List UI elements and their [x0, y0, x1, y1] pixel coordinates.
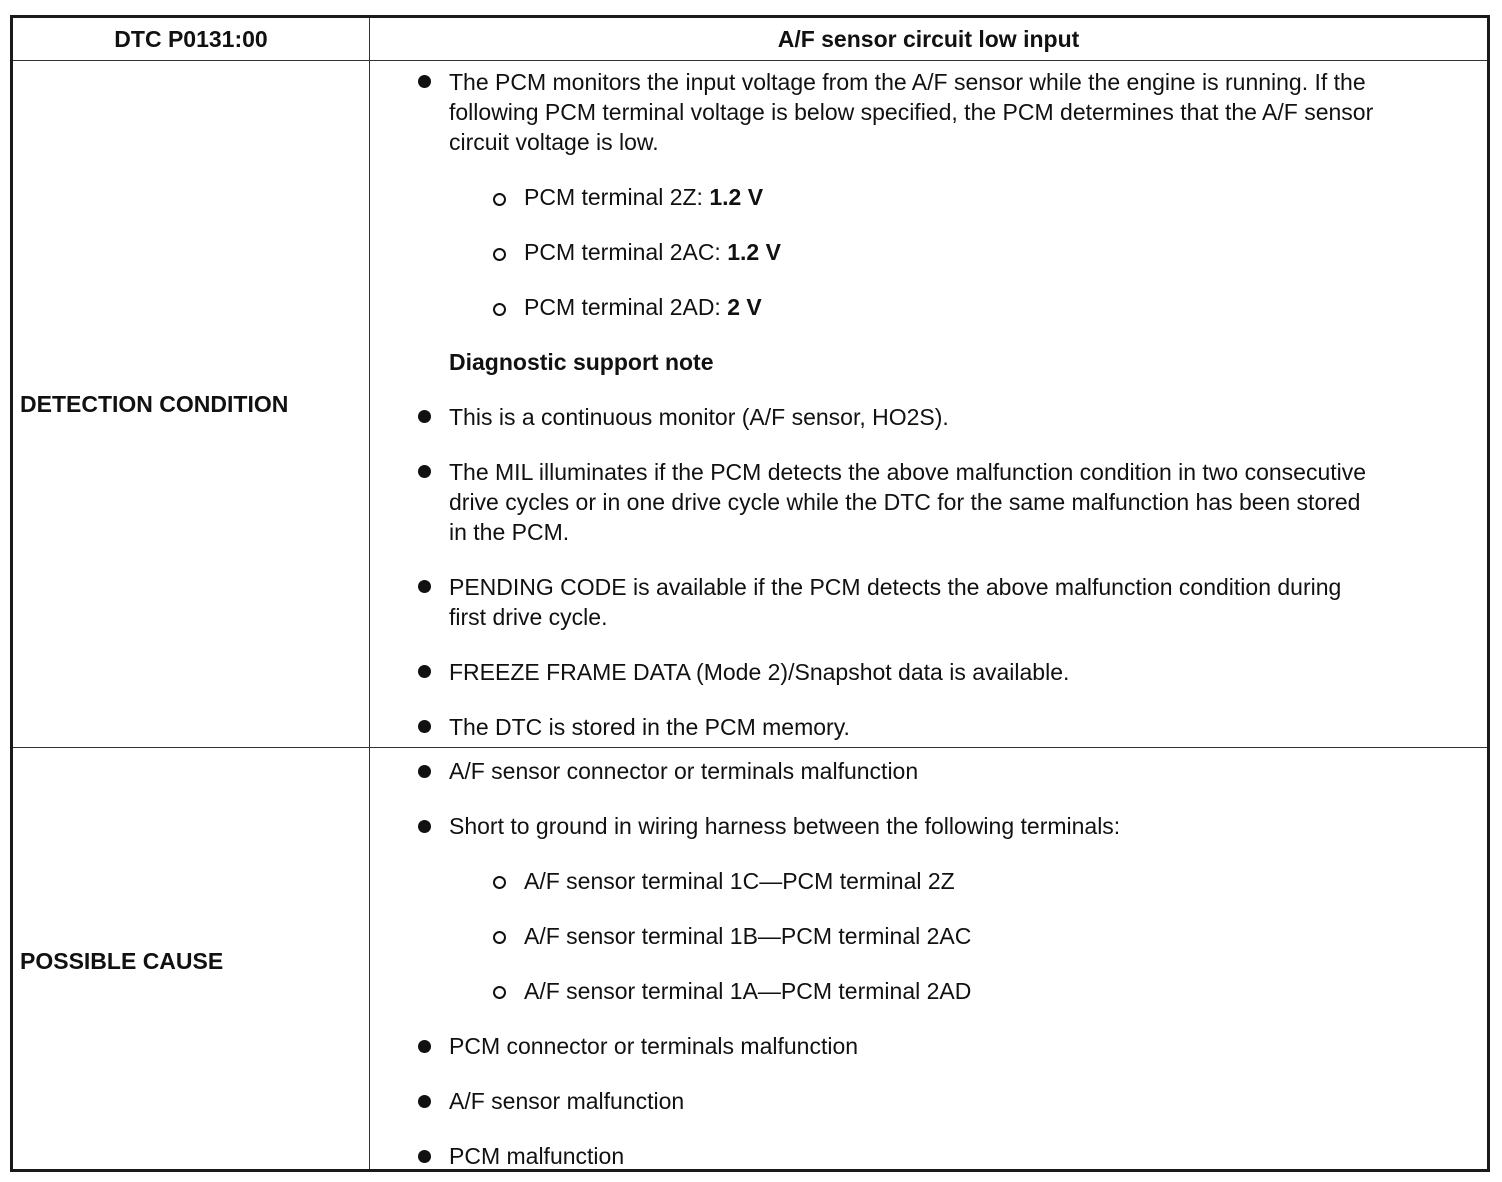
cause-item: A/F sensor malfunction [449, 1088, 685, 1114]
cause-item: Short to ground in wiring harness between the following terminals: [449, 813, 1121, 839]
possible-cause-label: POSSIBLE CAUSE [20, 948, 224, 974]
note-item: in the PCM. [449, 519, 570, 545]
bullet-icon [418, 75, 431, 88]
note-item: The MIL illuminates if the PCM detects the above malfunction condition in two consecutive [449, 459, 1367, 485]
bullet-icon [418, 1040, 431, 1053]
bullet-icon [418, 1095, 431, 1108]
cause-item: PCM malfunction [449, 1143, 625, 1169]
possible-cause-content [370, 748, 1487, 1169]
sub-bullet-icon [493, 193, 506, 206]
threshold-item: PCM terminal 2AD: 2 V [524, 294, 762, 320]
note-item: PENDING CODE is available if the PCM detects the above malfunction condition during [449, 574, 1342, 600]
threshold-item: PCM terminal 2Z: 1.2 V [524, 184, 764, 210]
bullet-icon [418, 410, 431, 423]
bullet-icon [418, 720, 431, 733]
intro-line: The PCM monitors the input voltage from the A/F sensor while the engine is running. If the [449, 69, 1366, 95]
table-header-row [13, 18, 1487, 61]
note-item: first drive cycle. [449, 604, 608, 630]
terminal-pair-item: A/F sensor terminal 1A—PCM terminal 2AD [524, 978, 972, 1004]
threshold-item: PCM terminal 2AC: 1.2 V [524, 239, 781, 265]
bullet-icon [418, 820, 431, 833]
cause-item: PCM connector or terminals malfunction [449, 1033, 859, 1059]
intro-line: circuit voltage is low. [449, 129, 659, 155]
bullet-icon [418, 1150, 431, 1163]
bullet-icon [418, 765, 431, 778]
possible-cause-row [13, 748, 1487, 1169]
detection-condition-row [13, 61, 1487, 748]
sub-bullet-icon [493, 303, 506, 316]
note-item: FREEZE FRAME DATA (Mode 2)/Snapshot data is available. [449, 659, 1070, 685]
dtc-code: DTC P0131:00 [114, 26, 268, 52]
dtc-table [10, 15, 1490, 1172]
bullet-icon [418, 665, 431, 678]
sub-bullet-icon [493, 876, 506, 889]
bullet-icon [418, 580, 431, 593]
note-item: This is a continuous monitor (A/F sensor, HO2S). [449, 404, 949, 430]
sub-bullet-icon [493, 931, 506, 944]
note-item: drive cycles or in one drive cycle while the DTC for the same malfunction has been stored [449, 489, 1361, 515]
detection-condition-content [370, 61, 1487, 747]
dtc-title: A/F sensor circuit low input [777, 26, 1080, 52]
cause-item: A/F sensor connector or terminals malfunction [449, 758, 919, 784]
terminal-pair-item: A/F sensor terminal 1C—PCM terminal 2Z [524, 868, 955, 894]
note-item: The DTC is stored in the PCM memory. [449, 714, 850, 740]
note-heading: Diagnostic support note [449, 349, 714, 375]
detection-condition-label: DETECTION CONDITION [20, 391, 289, 417]
sub-bullet-icon [493, 248, 506, 261]
terminal-pair-item: A/F sensor terminal 1B—PCM terminal 2AC [524, 923, 972, 949]
intro-line: following PCM terminal voltage is below specified, the PCM determines that the A/F sensor [449, 99, 1374, 125]
sub-bullet-icon [493, 986, 506, 999]
bullet-icon [418, 465, 431, 478]
